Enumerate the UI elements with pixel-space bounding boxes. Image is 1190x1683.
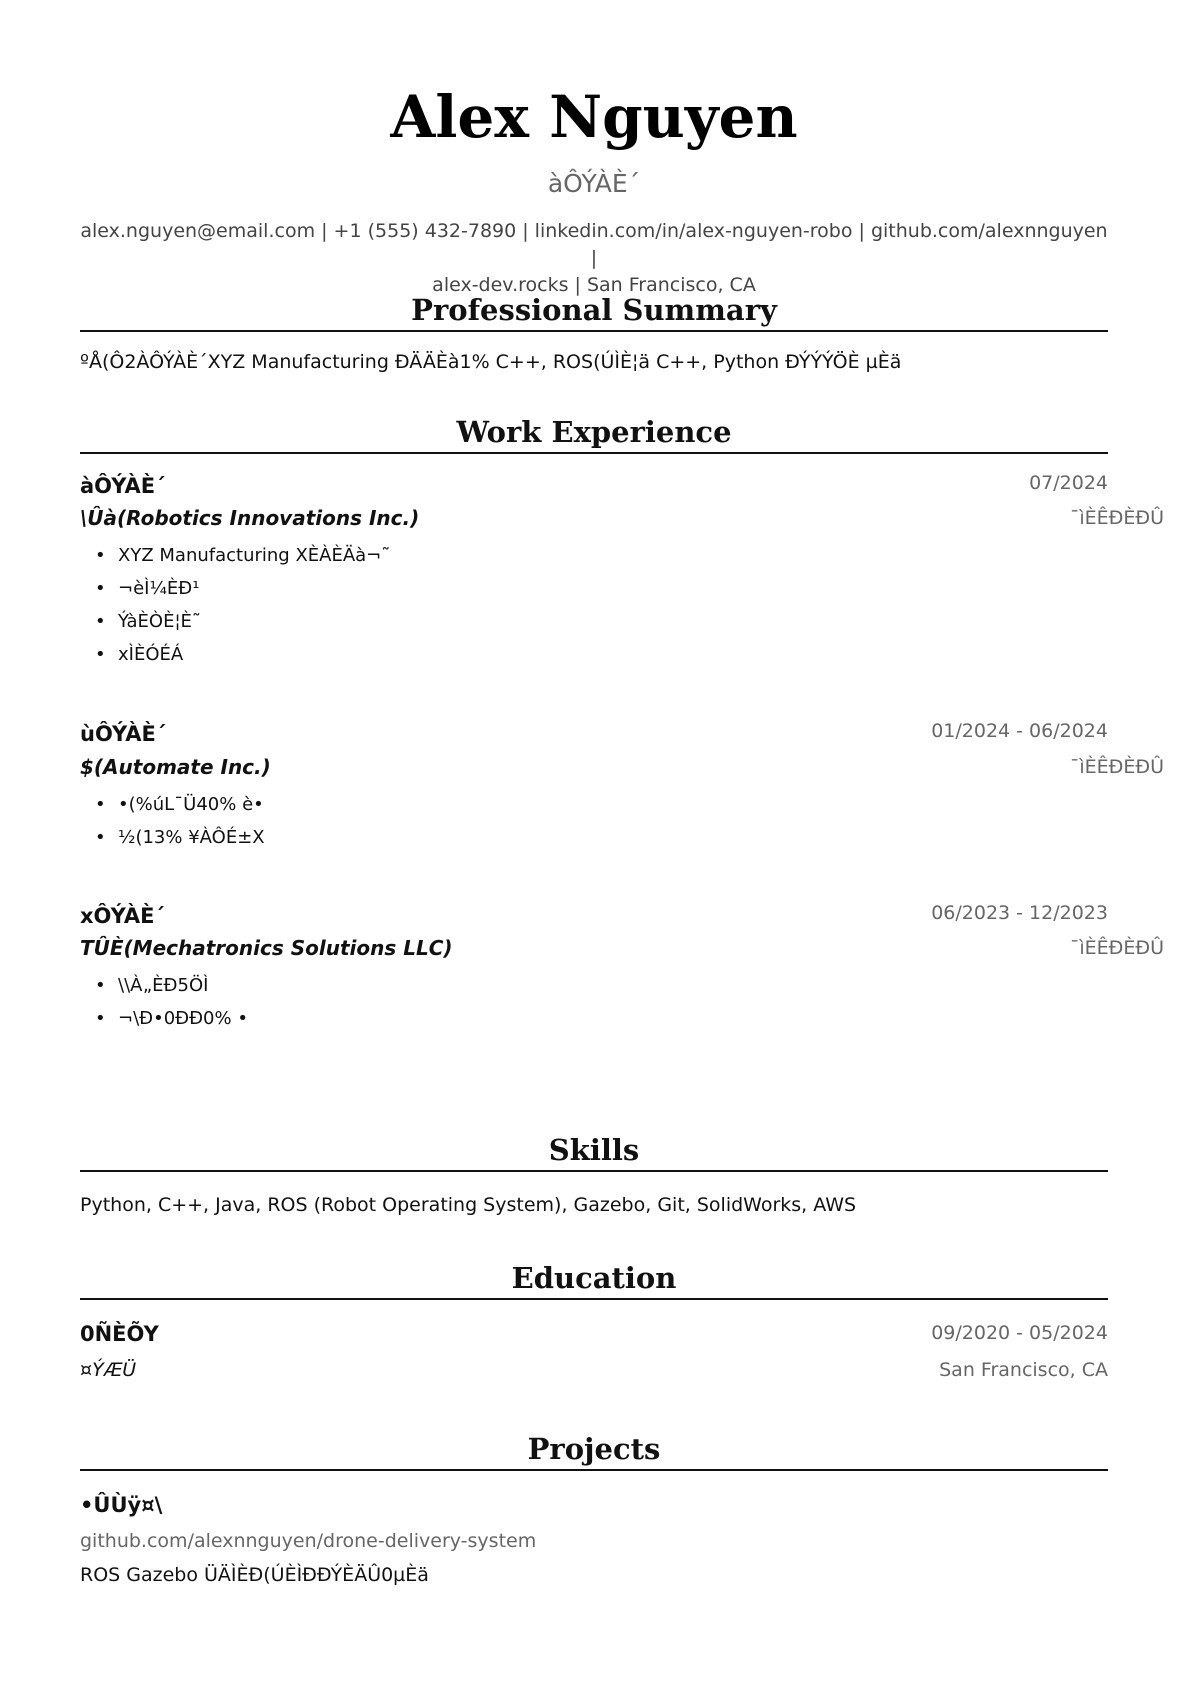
education-major: ¤ÝÆÜ <box>80 1359 137 1381</box>
job-role: ùÔÝÀÈ´ <box>80 722 167 746</box>
job-role: xÔÝÀÈ´ <box>80 904 165 928</box>
list-item: • \\À„ÈÐ5ÖÌ <box>80 973 1108 1006</box>
resume-page <box>80 0 1164 1683</box>
contact-line-2[interactable]: alex-dev.rocks | San Francisco, CA <box>432 274 756 296</box>
education-divider <box>80 1298 1108 1300</box>
summary-text: ºÅ(Ô2ÀÔÝÀÈ´XYZ Manufacturing ÐÄÄÈà1% C++, ROS(ÚÌÈ¦ä C++, Python ÐÝÝÝÖÈ µÈä <box>80 351 902 373</box>
list-item: • ¬èÌ¼ÈÐ¹ <box>80 576 1108 609</box>
job-location: ¯ìÈÊÐÈÐÛ <box>1069 937 1164 959</box>
contact-info <box>80 218 1108 299</box>
job-date: 06/2023 - 12/2023 <box>931 902 1108 924</box>
work-heading: Work Experience <box>456 415 732 449</box>
education-degree: 0ÑÈÕY <box>80 1322 159 1346</box>
candidate-name: Alex Nguyen <box>390 83 798 151</box>
job-bullets <box>80 973 1108 1039</box>
skills-divider <box>80 1170 1108 1172</box>
list-item: • XYZ Manufacturing XÈÀÈÄà¬˜ <box>80 543 1108 576</box>
list-item: • xÌÈÓÉÁ <box>80 642 1108 675</box>
project-name: •ÛÙÿ¤\ <box>80 1493 163 1517</box>
skills-heading: Skills <box>548 1133 640 1167</box>
education-heading: Education <box>511 1261 677 1295</box>
work-divider <box>80 452 1108 454</box>
projects-divider <box>80 1469 1108 1471</box>
list-item: • ÝàÈÒÈ¦È˜ <box>80 609 1108 642</box>
contact-line-1[interactable]: alex.nguyen@email.com | +1 (555) 432-7890 | linkedin.com/in/alex-nguyen-robo | github.com/alexnnguyen | <box>80 220 1108 269</box>
job-date: 01/2024 - 06/2024 <box>931 720 1108 742</box>
job-bullets <box>80 792 1108 858</box>
summary-divider <box>80 330 1108 332</box>
education-date: 09/2020 - 05/2024 <box>931 1322 1108 1344</box>
projects-heading: Projects <box>527 1432 661 1466</box>
job-company: $(Automate Inc.) <box>80 755 271 779</box>
list-item: • •(%úL¯Ü40% è• <box>80 792 1108 825</box>
job-bullets <box>80 543 1108 675</box>
education-location: San Francisco, CA <box>939 1359 1108 1381</box>
job-role: àÔÝÀÈ´ <box>80 474 166 498</box>
project-link[interactable]: github.com/alexnnguyen/drone-delivery-system <box>80 1530 537 1552</box>
job-location: ¯ìÈÊÐÈÐÛ <box>1069 507 1164 529</box>
job-company: \Ûà(Robotics Innovations Inc.) <box>80 506 420 530</box>
list-item: • ¬\Ð•0ÐÐ0% • <box>80 1006 1108 1039</box>
project-description: ROS Gazebo ÜÄÌÈÐ(ÚÈÌÐÐÝÈÄÛ0µÈä <box>80 1564 429 1586</box>
skills-text: Python, C++, Java, ROS (Robot Operating System), Gazebo, Git, SolidWorks, AWS <box>80 1194 857 1216</box>
job-date: 07/2024 <box>1029 472 1108 494</box>
job-location: ¯ìÈÊÐÈÐÛ <box>1069 756 1164 778</box>
job-company: TÛÈ(Mechatronics Solutions LLC) <box>80 936 453 960</box>
summary-heading: Professional Summary <box>411 293 777 327</box>
job-title-subtitle: àÔÝÀÈ´ <box>547 169 641 198</box>
list-item: • ½(13% ¥ÀÔÉ±X <box>80 825 1108 858</box>
